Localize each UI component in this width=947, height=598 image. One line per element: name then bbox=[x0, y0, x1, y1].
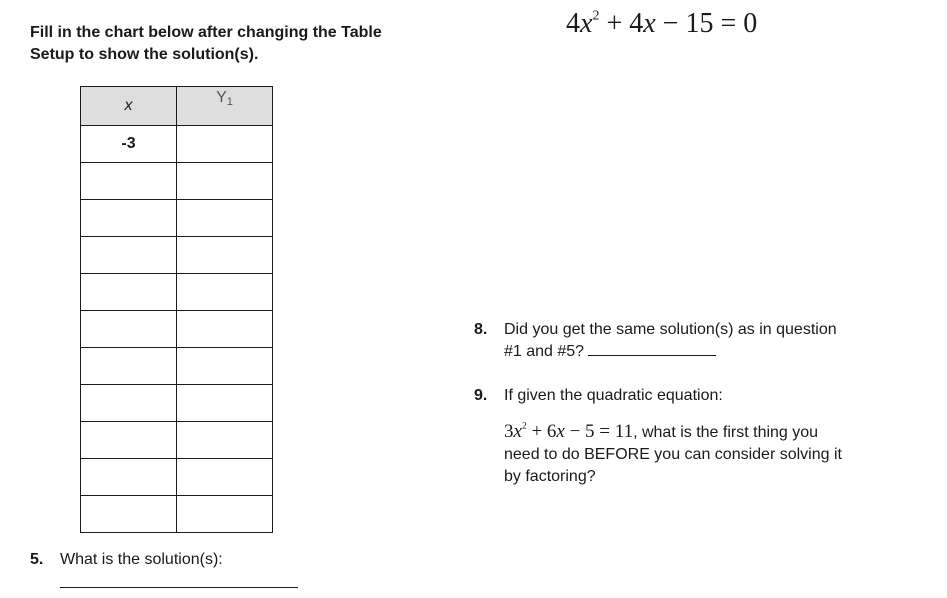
table-cell-x[interactable] bbox=[81, 200, 177, 237]
table-cell-y1[interactable] bbox=[177, 311, 273, 348]
table-cell-y1[interactable] bbox=[177, 274, 273, 311]
question-9 bbox=[474, 385, 854, 488]
table-cell-x[interactable] bbox=[81, 385, 177, 422]
question-5-answer-line[interactable] bbox=[60, 587, 298, 588]
question-5-number: 5. bbox=[30, 551, 44, 568]
table-row bbox=[81, 496, 273, 533]
table-cell-y1[interactable] bbox=[177, 163, 273, 200]
question-9-number: 9. bbox=[474, 387, 488, 404]
table-row bbox=[81, 237, 273, 274]
header-x: x bbox=[81, 87, 177, 126]
table-cell-x[interactable] bbox=[81, 459, 177, 496]
table-cell-y1[interactable] bbox=[177, 459, 273, 496]
question-9-text: , what is the first thing you need to do BEFORE you can consider solving it by factoring? bbox=[504, 424, 842, 485]
table-row bbox=[81, 200, 273, 237]
table-row bbox=[81, 459, 273, 496]
table-row bbox=[81, 422, 273, 459]
table-cell-y1[interactable] bbox=[177, 237, 273, 274]
table-row bbox=[81, 126, 273, 163]
table-row bbox=[81, 311, 273, 348]
q9-equation-middle: + 6 bbox=[526, 421, 557, 442]
solution-table bbox=[80, 86, 273, 533]
table-cell-y1[interactable] bbox=[177, 385, 273, 422]
q9-equation-coefficient: 3 bbox=[504, 421, 514, 442]
equation-coefficient: 4 bbox=[566, 8, 580, 39]
q9-equation-exponent: 2 bbox=[521, 421, 527, 432]
table-row bbox=[81, 385, 273, 422]
question-8 bbox=[474, 319, 854, 363]
table-cell-y1[interactable] bbox=[177, 200, 273, 237]
question-5 bbox=[30, 549, 330, 571]
table-row bbox=[81, 163, 273, 200]
q9-equation-variable-2: x bbox=[556, 421, 565, 442]
table-cell-x[interactable] bbox=[81, 422, 177, 459]
table-cell-y1[interactable] bbox=[177, 348, 273, 385]
header-y1-subscript: 1 bbox=[226, 96, 233, 108]
equation-middle: + 4 bbox=[599, 8, 644, 39]
table-cell-y1[interactable] bbox=[177, 422, 273, 459]
table-cell-x[interactable] bbox=[81, 311, 177, 348]
table-cell-y1[interactable] bbox=[177, 126, 273, 163]
table-row bbox=[81, 274, 273, 311]
q9-equation-variable: x bbox=[513, 421, 522, 442]
question-9-intro: If given the quadratic equation: bbox=[504, 387, 723, 404]
table-row bbox=[81, 348, 273, 385]
table-cell-x[interactable] bbox=[81, 237, 177, 274]
question-9-body bbox=[504, 421, 854, 488]
table-cell-x[interactable]: -3 bbox=[81, 126, 177, 163]
header-y1-base: Y bbox=[216, 89, 227, 106]
equation-tail: − 15 = 0 bbox=[655, 8, 758, 39]
question-8-answer-line[interactable] bbox=[588, 341, 716, 356]
equation-variable-2: x bbox=[643, 8, 656, 39]
main-equation bbox=[566, 6, 757, 42]
equation-exponent: 2 bbox=[592, 8, 600, 24]
header-y1 bbox=[177, 87, 273, 126]
equation-variable: x bbox=[580, 8, 593, 39]
q9-equation-tail: − 5 = 11 bbox=[564, 421, 634, 442]
table-cell-x[interactable] bbox=[81, 163, 177, 200]
table-cell-y1[interactable] bbox=[177, 496, 273, 533]
table-cell-x[interactable] bbox=[81, 496, 177, 533]
question-9-equation bbox=[504, 421, 633, 442]
question-8-number: 8. bbox=[474, 321, 488, 338]
table-cell-x[interactable] bbox=[81, 348, 177, 385]
question-5-text: What is the solution(s): bbox=[60, 551, 223, 568]
table-cell-x[interactable] bbox=[81, 274, 177, 311]
question-8-text: Did you get the same solution(s) as in question #1 and #5? bbox=[504, 321, 837, 360]
instructions-text: Fill in the chart below after changing the Table Setup to show the solution(s). bbox=[30, 24, 382, 63]
table-header-row bbox=[81, 87, 273, 126]
